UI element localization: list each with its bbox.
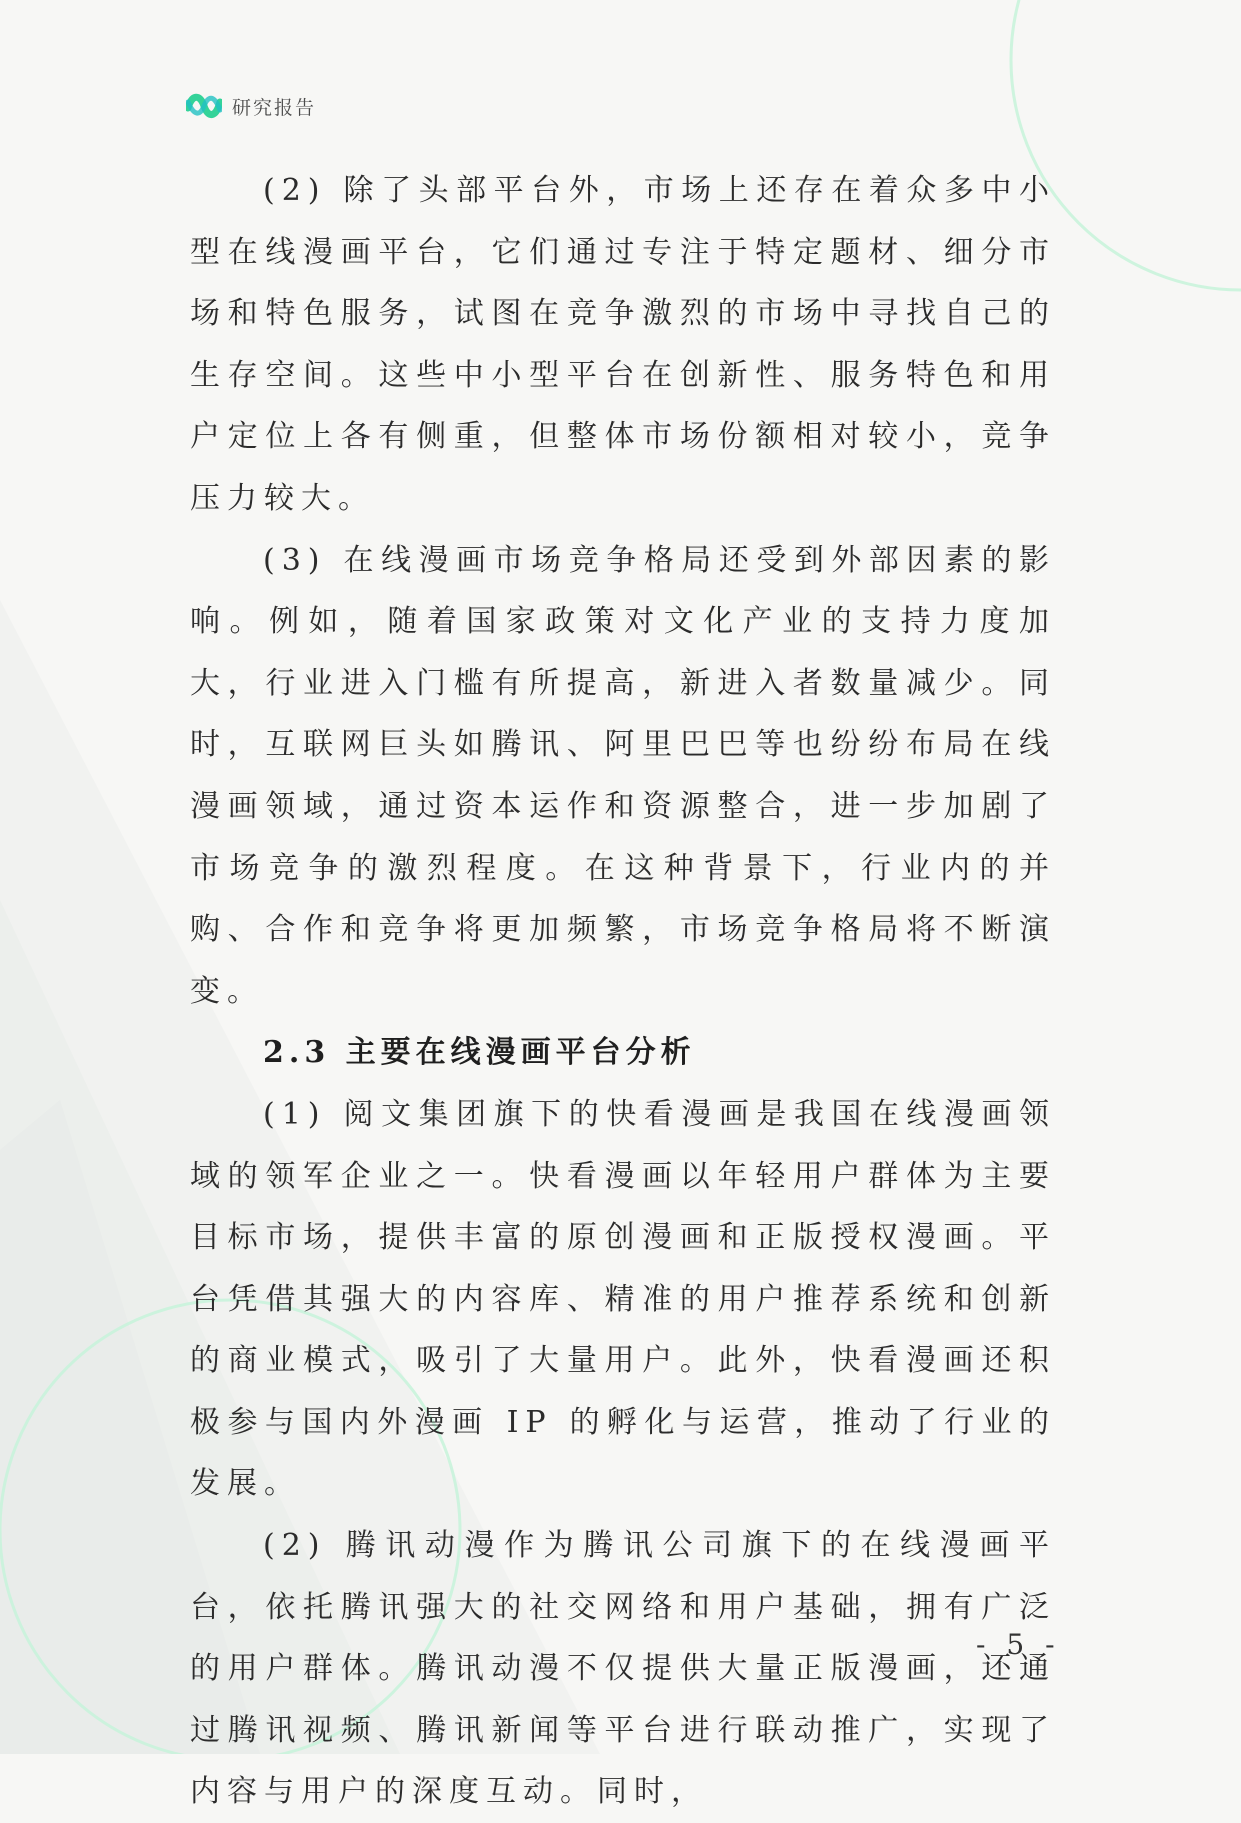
paragraph: (2) 腾讯动漫作为腾讯公司旗下的在线漫画平台，依托腾讯强大的社交网络和用户基础，拥有广泛的用户群体。腾讯动漫不仅提供大量正版漫画，还通过腾讯视频、腾讯新闻等平台进行联动推广，实现了内容与用户的深度互动。同时，: [190, 1528, 1056, 1810]
page-header: [186, 86, 316, 126]
document-body: [190, 160, 1056, 1823]
brand-logo-icon: [186, 88, 222, 124]
paragraph: (2) 除了头部平台外，市场上还存在着众多中小型在线漫画平台，它们通过专注于特定题材、细分市场和特色服务，试图在竞争激烈的市场中寻找自己的生存空间。这些中小型平台在创新性、服务特色和用户定位上各有侧重，但整体市场份额相对较小，竞争压力较大。: [190, 173, 1056, 516]
header-title: 研究报告: [232, 96, 317, 119]
paragraph: (3) 在线漫画市场竞争格局还受到外部因素的影响。例如，随着国家政策对文化产业的支持力度加大，行业进入门槛有所提高，新进入者数量减少。同时，互联网巨头如腾讯、阿里巴巴等也纷纷布局在线漫画领域，通过资本运作和资源整合，进一步加剧了市场竞争的激烈程度。在这种背景下，行业内的并购、合作和竞争将更加频繁，市场竞争格局将不断演变。: [190, 542, 1056, 1009]
page-number: - 5 -: [976, 1628, 1061, 1661]
section-heading: 2.3 主要在线漫画平台分析: [263, 1035, 696, 1071]
paragraph: (1) 阅文集团旗下的快看漫画是我国在线漫画领域的领军企业之一。快看漫画以年轻用户群体为主要目标市场，提供丰富的原创漫画和正版授权漫画。平台凭借其强大的内容库、精准的用户推荐系统和创新的商业模式，吸引了大量用户。此外，快看漫画还积极参与国内外漫画 IP 的孵化与运营，推动了行业的发展。: [190, 1096, 1056, 1502]
